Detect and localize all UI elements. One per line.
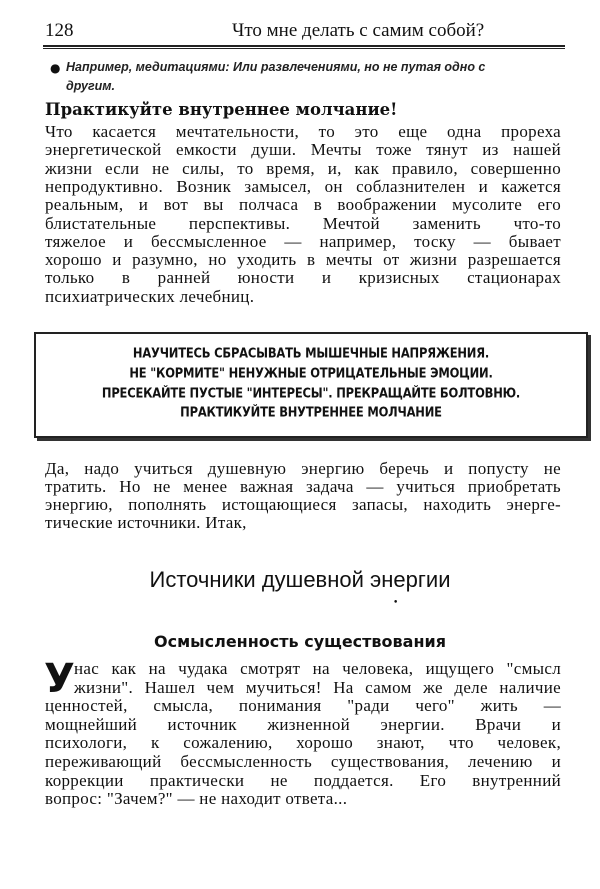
callout-line: ПРАКТИКУЙТЕ ВНУТРЕННЕЕ МОЛЧАНИЕ bbox=[180, 403, 442, 421]
text-line: вопрос: "Зачем?" — не находит ответа... bbox=[45, 789, 348, 809]
text-line: психиатрических лечебниц. bbox=[45, 286, 255, 306]
text-line: жизни". Нашел чем мучиться! На самом же деле наличие bbox=[74, 677, 561, 697]
section-heading: Практикуйте внутреннее молчание! bbox=[45, 100, 398, 119]
chapter-heading: Источники душевной энергии bbox=[149, 567, 451, 592]
stray-mark: • bbox=[393, 598, 399, 608]
text-line: переживающий бессмысленность существования, лечению и bbox=[45, 752, 561, 771]
bullet-line-2: другим. bbox=[66, 79, 116, 93]
text-line: коррекции практически не поддается. Его внутренний bbox=[45, 770, 561, 790]
text-line: мощнейший источник жизненной энергии. Врачи и bbox=[45, 714, 561, 734]
subheading: Осмысленность существования bbox=[153, 632, 447, 651]
text-line: энергию, пополнять истощающиеся запасы, находить энерге- bbox=[45, 495, 561, 514]
text-line: непродуктивно. Возник замысел, он соблазнителен и кажется bbox=[45, 176, 561, 196]
callout-line: ПРЕСЕКАЙТЕ ПУСТЫЕ "ИНТЕРЕСЫ". ПРЕКРАЩАЙТЕ БОЛТОВНЮ. bbox=[101, 384, 521, 402]
drop-cap: У bbox=[44, 656, 75, 702]
header-rule bbox=[43, 45, 565, 49]
text-line: только в ранней юности и кризисных стационарах bbox=[45, 268, 561, 288]
text-line: тические источники. Итак, bbox=[45, 513, 247, 532]
callout-box bbox=[34, 332, 588, 438]
text-line: жизни если не силы, то время, и, как правило, совершенно bbox=[45, 158, 561, 178]
text-line: хорошо и разумно, но уходить в мечты от жизни разрешается bbox=[45, 250, 561, 270]
callout-line: НЕ "КОРМИТЕ" НЕНУЖНЫЕ ОТРИЦАТЕЛЬНЫЕ ЭМОЦИИ. bbox=[129, 364, 493, 382]
bullet-icon: ● bbox=[50, 61, 61, 75]
text-line: энергетической емкости души. Мечты тоже тянут из нашей bbox=[45, 140, 561, 160]
text-line: тратить. Но не менее важная задача — учиться приобретать bbox=[45, 477, 561, 496]
bullet-line-1: Например, медитациями: Или развлечениями, но не путая одно с bbox=[66, 60, 486, 74]
text-line: реальным, и вот вы полчаса в воображении мусолите его bbox=[45, 195, 561, 215]
page-number: 128 bbox=[45, 20, 74, 41]
text-line: тяжелое и бессмысленное — например, тоску — бывает bbox=[45, 231, 561, 251]
text-line: Да, надо учиться душевную энергию беречь и попусту не bbox=[45, 459, 561, 478]
running-title: Что мне делать с самим собой? bbox=[232, 20, 485, 41]
text-line: Что касается мечтательности, то это еще одна прореха bbox=[45, 122, 561, 141]
text-line: ценностей, смысла, понимания "ради чего" жить — bbox=[45, 696, 561, 716]
text-line: психологи, к сожалению, хорошо знают, что человек, bbox=[45, 733, 561, 753]
callout-line: НАУЧИТЕСЬ СБРАСЫВАТЬ МЫШЕЧНЫЕ НАПРЯЖЕНИЯ. bbox=[132, 344, 490, 362]
text-line: нас как на чудака смотрят на человека, ищущего "смысл bbox=[74, 659, 561, 678]
text-line: блистательные перспективы. Мечтой заменить что-то bbox=[45, 213, 561, 233]
